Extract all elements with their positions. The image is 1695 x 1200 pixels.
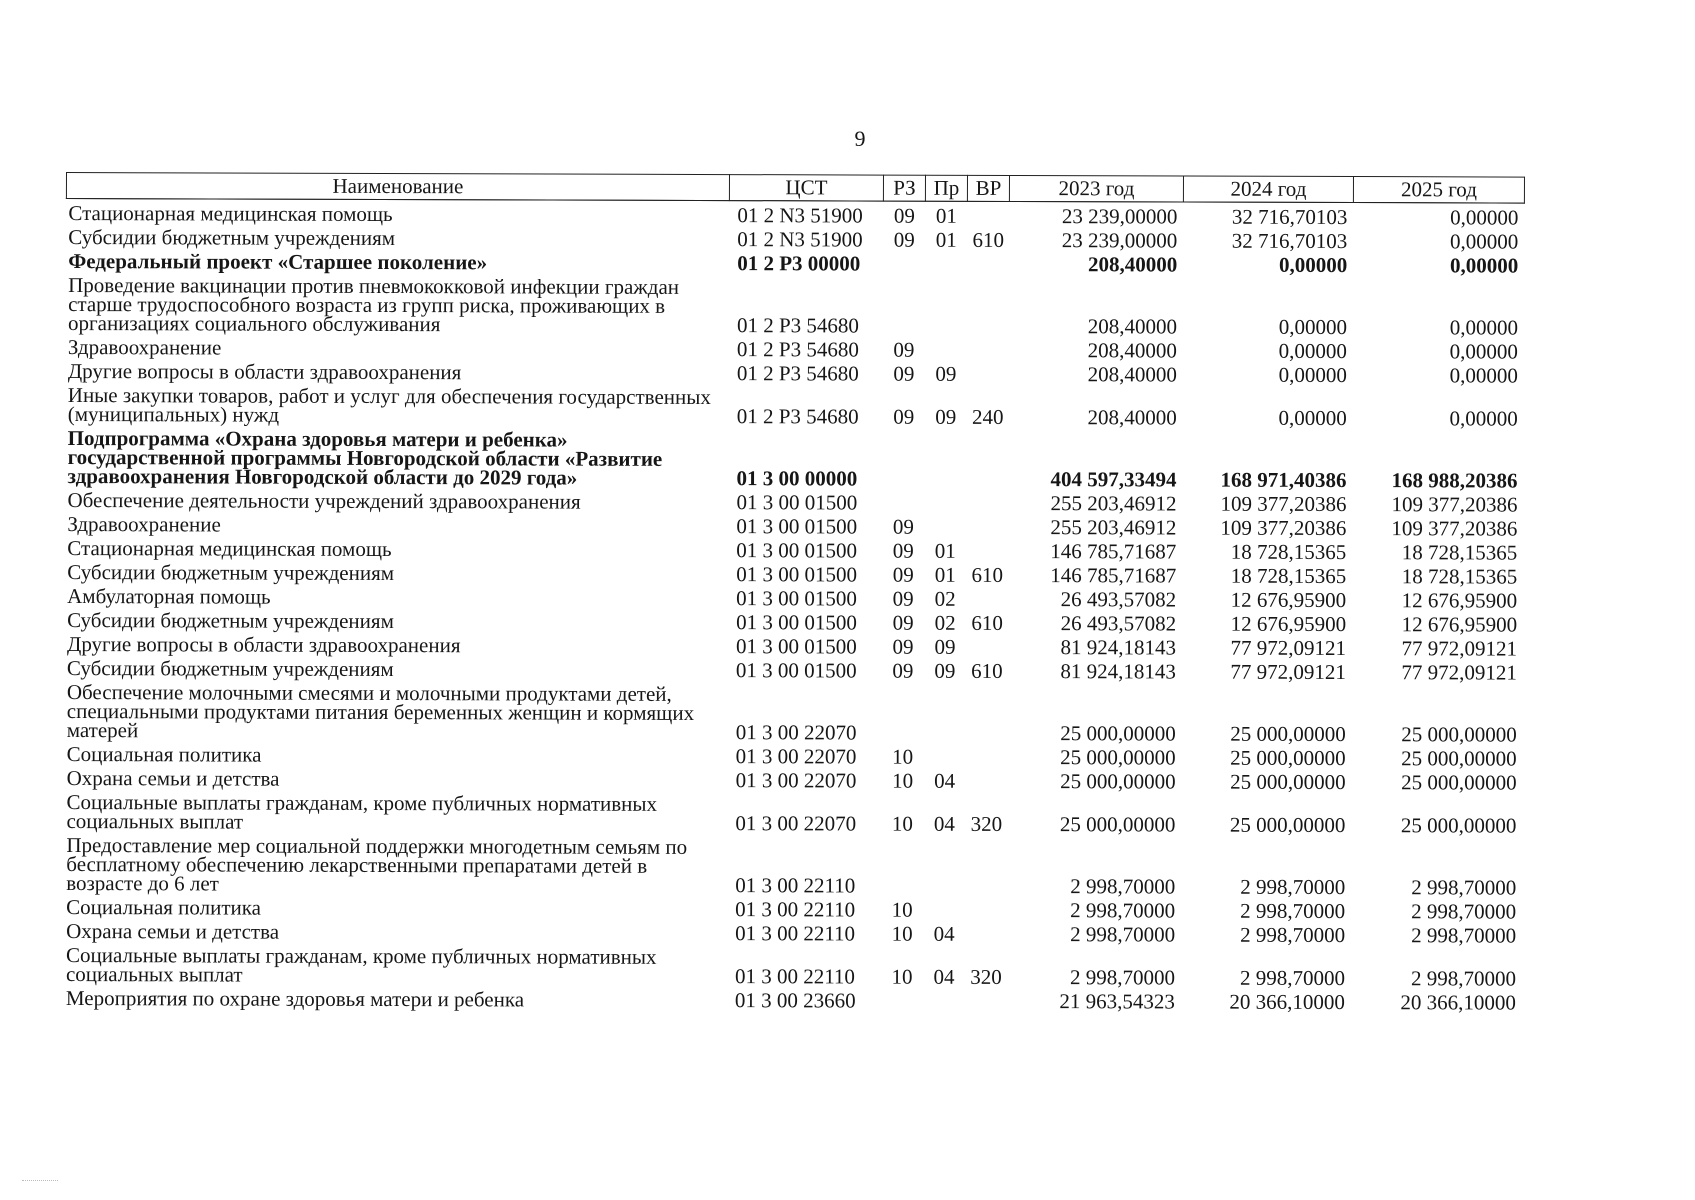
row-2023-value: 25 000,00000 (1060, 721, 1176, 746)
row-pr-cell: 09 (934, 634, 956, 659)
row-2025-value: 0,00000 (1449, 363, 1518, 388)
table-body (64, 199, 1525, 1013)
header-rz: РЗ (883, 175, 925, 201)
row-name-cell: Социальные выплаты гражданам, кроме публичных нормативных социальных выплат (65, 943, 657, 987)
row-2023-value: 208,40000 (1087, 314, 1178, 339)
row-2025-value: 25 000,00000 (1400, 813, 1517, 838)
row-pr-cell: 04 (934, 768, 956, 793)
row-pr-cell (923, 987, 965, 1011)
row-2025-value: 109 377,20386 (1391, 492, 1518, 517)
row-cst-cell: 01 2 P3 00000 (737, 251, 861, 276)
row-rz-cell: 09 (892, 634, 914, 659)
row-2023-value: 81 924,18143 (1060, 659, 1176, 684)
row-2024-value: 32 716,70103 (1231, 228, 1348, 254)
row-cst-cell: 01 2 N3 51900 (737, 227, 863, 252)
row-pr-cell: 01 (935, 203, 957, 228)
row-2025-value: 2 998,70000 (1411, 899, 1517, 924)
row-rz-cell (883, 274, 925, 336)
row-2023-value: 208,40000 (1087, 338, 1177, 363)
row-vr-cell (966, 585, 1008, 609)
row-vr-cell: 610 (971, 562, 1004, 587)
table-row (65, 678, 1523, 745)
row-pr-cell (925, 336, 967, 360)
row-2024-value: 12 676,95900 (1230, 611, 1347, 637)
row-vr-cell (965, 834, 1007, 896)
row-name-cell: Социальные выплаты гражданам, кроме публичных нормативных социальных выплат (66, 790, 658, 834)
row-rz-cell: 10 (892, 744, 914, 769)
row-2023-value: 208,40000 (1087, 252, 1178, 277)
row-pr-cell (923, 896, 965, 920)
row-pr-cell (925, 274, 967, 336)
row-vr-cell (967, 274, 1009, 336)
row-cst-cell: 01 3 00 22070 (735, 744, 857, 769)
row-vr-cell (967, 336, 1009, 360)
row-2024-value: 25 000,00000 (1230, 769, 1346, 795)
row-rz-cell (882, 489, 924, 513)
row-rz-cell: 09 (893, 203, 915, 228)
row-2024-value: 32 716,70103 (1231, 204, 1348, 230)
row-vr-cell: 320 (970, 964, 1002, 989)
row-2025-value: 0,00000 (1450, 205, 1519, 230)
row-2025-value: 12 676,95900 (1401, 588, 1518, 613)
row-2025-value: 109 377,20386 (1391, 516, 1518, 541)
row-pr-cell (925, 427, 967, 489)
row-2024-value: 168 971,40386 (1220, 467, 1347, 493)
row-pr-cell: 09 (934, 658, 956, 683)
row-pr-cell (924, 743, 966, 767)
row-cst-cell: 01 2 P3 54680 (736, 337, 859, 362)
table-row (66, 271, 1524, 338)
row-name-cell: Предоставление мер социальной поддержки многодетным семьям по бесплатному обеспечению лекарственными препаратами детей в возрасте до 6 лет (66, 833, 688, 896)
row-2024-value: 77 972,09121 (1230, 659, 1346, 685)
row-cst-cell: 01 3 00 22070 (735, 720, 857, 745)
row-2025-value: 2 998,70000 (1411, 875, 1517, 900)
row-2024-value: 0,00000 (1278, 405, 1347, 431)
row-name-cell: Другие вопросы в области здравоохранения (67, 359, 462, 385)
row-2025-value: 0,00000 (1449, 339, 1518, 364)
row-2024-value: 12 676,95900 (1230, 587, 1347, 613)
row-cst-cell: 01 2 P3 54680 (736, 404, 859, 429)
row-2025-value: 18 728,15365 (1401, 564, 1518, 589)
row-name-cell: Стационарная медицинская помощь (67, 536, 392, 562)
row-2023-value: 2 998,70000 (1069, 965, 1176, 990)
row-vr-cell: 610 (971, 610, 1003, 635)
row-vr-cell: 610 (972, 227, 1005, 252)
row-vr-cell (966, 513, 1008, 537)
row-vr-cell (967, 360, 1009, 384)
table-row (66, 424, 1524, 491)
row-2024-value: 0,00000 (1278, 362, 1347, 388)
row-cst-cell: 01 3 00 22110 (735, 873, 856, 898)
header-vr: ВР (967, 175, 1009, 201)
row-2023-value: 404 597,33494 (1050, 467, 1177, 492)
row-cst-cell: 01 3 00 00000 (736, 466, 858, 491)
table-row (64, 831, 1522, 898)
table-row (64, 788, 1522, 836)
row-2023-value: 81 924,18143 (1060, 635, 1177, 660)
row-2024-value: 0,00000 (1278, 314, 1348, 340)
row-cst-cell: 01 3 00 22110 (735, 921, 856, 946)
row-2024-value: 2 998,70000 (1240, 898, 1346, 924)
row-2024-value: 0,00000 (1278, 252, 1348, 278)
row-name-cell: Здравоохранение (67, 335, 222, 360)
row-2024-value: 18 728,15365 (1230, 539, 1347, 565)
row-name-cell: Охрана семьи и детства (66, 919, 280, 944)
row-cst-cell: 01 3 00 22110 (734, 964, 855, 989)
row-rz-cell: 09 (892, 514, 914, 539)
row-vr-cell (965, 987, 1007, 1011)
row-2024-value: 18 728,15365 (1230, 563, 1347, 589)
header-2023: 2023 год (1009, 175, 1183, 202)
row-name-cell: Стационарная медицинская помощь (68, 201, 393, 227)
row-2025-value: 0,00000 (1449, 253, 1519, 278)
row-2025-value: 77 972,09121 (1401, 636, 1518, 661)
row-rz-cell: 09 (893, 227, 915, 252)
row-2023-value: 26 493,57082 (1060, 587, 1177, 612)
row-vr-cell (967, 250, 1009, 274)
row-vr-cell (966, 633, 1008, 657)
row-rz-cell: 10 (892, 768, 914, 793)
row-2023-value: 255 203,46912 (1050, 491, 1177, 516)
row-rz-cell: 10 (891, 964, 913, 989)
row-rz-cell (883, 250, 925, 274)
header-cst: ЦСТ (729, 175, 883, 201)
row-name-cell: Субсидии бюджетным учреждениям (66, 656, 394, 682)
row-name-cell: Здравоохранение (67, 512, 221, 537)
row-rz-cell: 09 (892, 538, 914, 563)
row-pr-cell (923, 834, 965, 896)
row-2025-value: 2 998,70000 (1411, 923, 1517, 948)
row-2024-value: 2 998,70000 (1240, 874, 1346, 900)
row-cst-cell: 01 3 00 01500 (736, 586, 857, 611)
row-cst-cell: 01 2 N3 51900 (737, 203, 863, 228)
row-pr-cell (925, 250, 967, 274)
row-name-cell: Мероприятия по охране здоровья матери и ребенка (65, 986, 525, 1012)
row-vr-cell (966, 767, 1008, 791)
row-name-cell: Социальная политика (66, 895, 262, 920)
row-2025-value: 0,00000 (1450, 229, 1519, 254)
row-2024-value: 77 972,09121 (1230, 635, 1347, 661)
row-cst-cell: 01 3 00 01500 (735, 658, 857, 683)
header-2025: 2025 год (1353, 177, 1524, 204)
row-rz-cell: 10 (891, 897, 913, 922)
row-cst-cell: 01 3 00 22070 (735, 811, 857, 836)
budget-table (63, 172, 1525, 1013)
row-pr-cell: 01 (934, 538, 956, 563)
row-2023-value: 208,40000 (1087, 405, 1177, 430)
row-name-cell: Подпрограмма «Охрана здоровья матери и ребенка» государственной программы Новгородской области «Развитие здравоохранения Новгородской области до 2029 года» (67, 426, 663, 490)
row-2024-value: 0,00000 (1278, 338, 1347, 364)
row-cst-cell: 01 3 00 01500 (736, 562, 858, 587)
row-2024-value: 25 000,00000 (1230, 721, 1346, 747)
row-name-cell: Социальная политика (66, 742, 262, 767)
row-name-cell: Субсидии бюджетным учреждениям (68, 225, 396, 251)
row-2024-value: 2 998,70000 (1240, 922, 1346, 948)
row-2025-value: 20 366,10000 (1400, 990, 1516, 1015)
row-pr-cell (924, 681, 966, 743)
row-cst-cell: 01 3 00 22070 (735, 768, 857, 793)
row-2023-value: 2 998,70000 (1070, 874, 1176, 899)
row-2025-value: 12 676,95900 (1401, 612, 1518, 637)
row-name-cell: Обеспечение деятельности учреждений здравоохранения (67, 488, 581, 514)
page-number: 9 (854, 126, 866, 151)
row-2023-value: 208,40000 (1087, 362, 1177, 387)
row-vr-cell (966, 681, 1008, 743)
row-vr-cell (966, 537, 1008, 561)
row-rz-cell: 09 (893, 337, 915, 362)
row-2023-value: 255 203,46912 (1050, 515, 1177, 540)
row-rz-cell: 10 (891, 921, 913, 946)
row-cst-cell: 01 3 00 23660 (734, 988, 856, 1013)
row-2025-value: 168 988,20386 (1391, 468, 1518, 493)
row-2024-value: 109 377,20386 (1220, 515, 1347, 541)
row-2024-value: 20 366,10000 (1229, 989, 1345, 1015)
row-2025-value: 25 000,00000 (1401, 770, 1517, 795)
row-2025-value: 77 972,09121 (1401, 660, 1517, 685)
row-name-cell: Субсидии бюджетным учреждениям (67, 608, 394, 634)
row-2025-value: 0,00000 (1449, 315, 1519, 340)
row-pr-cell: 04 (933, 811, 955, 836)
row-name-cell: Субсидии бюджетным учреждениям (67, 560, 395, 586)
row-rz-cell: 09 (893, 361, 915, 386)
row-rz-cell: 09 (893, 404, 915, 429)
row-name-cell: Амбулаторная помощь (67, 584, 271, 609)
row-name-cell: Обеспечение молочными смесями и молочными продуктами детей, специальными продуктами питания беременных женщин и кормящих матерей (66, 680, 695, 743)
row-pr-cell: 04 (933, 964, 955, 989)
row-vr-cell (966, 489, 1008, 513)
row-vr-cell (967, 201, 1009, 226)
row-2024-value: 25 000,00000 (1230, 745, 1346, 771)
row-2023-value: 2 998,70000 (1070, 898, 1176, 923)
table-row (66, 199, 1524, 228)
row-rz-cell (881, 987, 923, 1011)
row-2023-value: 26 493,57082 (1060, 611, 1177, 636)
row-cst-cell: 01 3 00 01500 (735, 634, 857, 659)
row-pr-cell: 09 (935, 361, 957, 386)
row-2023-value: 23 239,00000 (1061, 228, 1178, 253)
budget-table-sheet (63, 172, 1525, 1013)
row-cst-cell: 01 2 P3 54680 (736, 361, 859, 386)
row-cst-cell: 01 3 00 01500 (736, 538, 858, 563)
row-rz-cell (882, 681, 924, 743)
row-pr-cell: 02 (934, 610, 956, 635)
row-vr-cell (965, 920, 1007, 944)
row-cst-cell: 01 3 00 22110 (735, 897, 856, 922)
row-vr-cell: 240 (971, 404, 1004, 429)
row-2023-value: 25 000,00000 (1060, 745, 1176, 770)
row-vr-cell (965, 896, 1007, 920)
row-pr-cell (924, 489, 966, 513)
row-rz-cell: 09 (892, 658, 914, 683)
row-2025-value: 25 000,00000 (1401, 746, 1517, 771)
row-2023-value: 25 000,00000 (1059, 812, 1176, 837)
row-pr-cell: 01 (934, 562, 956, 587)
row-vr-cell (966, 743, 1008, 767)
row-cst-cell: 01 3 00 01500 (736, 514, 858, 539)
row-2023-value: 146 785,71687 (1050, 563, 1177, 588)
row-2025-value: 2 998,70000 (1410, 966, 1517, 991)
table-row (66, 381, 1524, 429)
row-name-cell: Федеральный проект «Старшее поколение» (68, 249, 488, 275)
row-2023-value: 21 963,54323 (1059, 989, 1175, 1014)
row-pr-cell: 04 (933, 921, 955, 946)
row-cst-cell: 01 3 00 01500 (736, 610, 857, 635)
row-rz-cell: 09 (892, 586, 914, 611)
header-name: Наименование (66, 173, 729, 201)
row-pr-cell: 02 (934, 586, 956, 611)
row-name-cell: Охрана семьи и детства (66, 766, 280, 791)
row-2025-value: 18 728,15365 (1401, 540, 1518, 565)
row-pr-cell: 09 (935, 404, 957, 429)
row-name-cell: Проведение вакцинации против пневмококковой инфекции граждан старше трудоспособного возраста из групп риска, проживающих в организациях социального обслуживания (67, 273, 680, 337)
row-rz-cell: 09 (892, 562, 914, 587)
row-name-cell: Иные закупки товаров, работ и услуг для обеспечения государственных (муниципальных) нужд (67, 383, 711, 427)
row-rz-cell: 09 (892, 610, 914, 635)
row-2025-value: 0,00000 (1449, 406, 1518, 431)
row-name-cell: Другие вопросы в области здравоохранения (66, 632, 461, 658)
scan-artifact (22, 1180, 58, 1183)
row-2023-value: 25 000,00000 (1060, 769, 1176, 794)
row-2024-value: 109 377,20386 (1220, 491, 1347, 517)
row-2025-value: 25 000,00000 (1401, 722, 1517, 747)
row-2024-value: 2 998,70000 (1239, 965, 1346, 991)
row-2024-value: 25 000,00000 (1229, 812, 1346, 838)
row-cst-cell: 01 2 P3 54680 (736, 313, 859, 338)
row-2023-value: 146 785,71687 (1050, 539, 1177, 564)
header-pr: Пр (925, 175, 967, 201)
row-vr-cell: 610 (971, 658, 1003, 683)
row-rz-cell (881, 834, 923, 896)
row-vr-cell: 320 (970, 811, 1003, 836)
row-2023-value: 2 998,70000 (1070, 922, 1176, 947)
header-2024: 2024 год (1183, 176, 1353, 203)
row-2023-value: 23 239,00000 (1061, 204, 1178, 229)
row-rz-cell (883, 427, 925, 489)
table-row (64, 941, 1522, 989)
row-rz-cell: 10 (891, 811, 913, 836)
row-pr-cell: 01 (935, 227, 957, 252)
row-pr-cell (924, 513, 966, 537)
row-cst-cell: 01 3 00 01500 (736, 490, 858, 515)
row-vr-cell (967, 427, 1009, 489)
